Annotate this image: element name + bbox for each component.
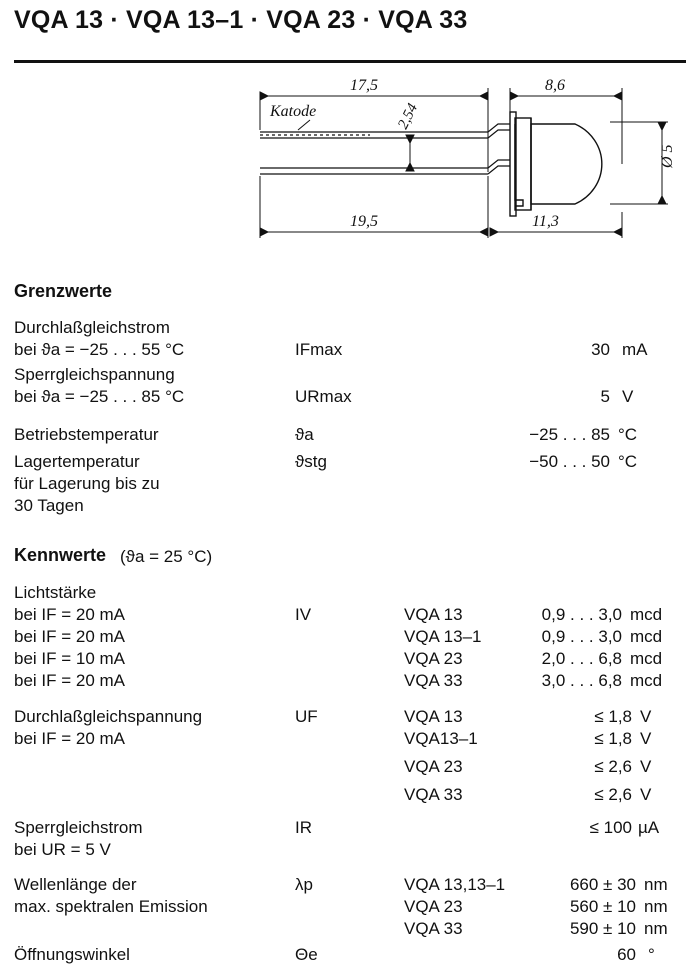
katode-label: Katode <box>270 103 317 120</box>
limits-row-1-unit: V <box>622 387 634 406</box>
dim-top-left-label: 17,5 <box>350 77 378 94</box>
luminous-row-2-value: 2,0 . . . 6,8 <box>541 649 622 668</box>
forward-voltage-row-1-unit: V <box>640 729 652 748</box>
luminous-row-1-condition: bei IF = 20 mA <box>14 627 126 646</box>
limits-row-1-label-line2: bei ϑa = −25 . . . 85 °C <box>14 387 185 406</box>
reverse-current-symbol: IR <box>295 818 312 837</box>
limits-row-3-unit: °C <box>618 452 638 471</box>
limits-row-2-unit: °C <box>618 425 638 444</box>
forward-voltage-row-3-type: VQA 33 <box>404 785 463 804</box>
page-title: VQA 13 · VQA 13–1 · VQA 23 · VQA 33 <box>14 6 468 34</box>
wavelength-symbol: λp <box>295 875 313 894</box>
dim-bottom-right-label: 11,3 <box>532 213 559 230</box>
wavelength-row-2-unit: nm <box>644 919 668 938</box>
wavelength-label-line2: max. spektralen Emission <box>14 897 208 916</box>
limits-row-1-label-line1: Sperrgleichspannung <box>14 365 175 384</box>
reverse-current-unit: µA <box>638 818 660 837</box>
angle-value: 60 <box>617 945 636 964</box>
forward-voltage-row-3-unit: V <box>640 785 652 804</box>
characteristics-heading: Kennwerte <box>14 545 107 565</box>
wavelength-row-0-unit: nm <box>644 875 668 894</box>
forward-voltage-symbol: UF <box>295 707 318 726</box>
angle-label: Öffnungswinkel <box>14 945 130 964</box>
luminous-row-1-type: VQA 13–1 <box>404 627 482 646</box>
reverse-current-condition: bei UR = 5 V <box>14 840 111 859</box>
limits-row-0-label-line1: Durchlaßgleichstrom <box>14 318 170 337</box>
forward-voltage-label: Durchlaßgleichspannung <box>14 707 203 726</box>
forward-voltage-row-0-unit: V <box>640 707 652 726</box>
luminous-row-0-condition: bei IF = 20 mA <box>14 605 126 624</box>
luminous-row-1-value: 0,9 . . . 3,0 <box>541 627 622 646</box>
wavelength-row-0-value: 660 ± 30 <box>569 875 636 894</box>
limits-row-3-symbol: ϑstg <box>295 452 327 471</box>
forward-voltage-row-3-value: ≤ 2,6 <box>594 785 632 804</box>
limits-heading: Grenzwerte <box>14 281 113 301</box>
limits-row-0-label-line2: bei ϑa = −25 . . . 55 °C <box>14 340 185 359</box>
limits-row-2-symbol: ϑa <box>295 425 314 444</box>
limits-row-3-label-line3: 30 Tagen <box>14 496 84 515</box>
wavelength-row-2-value: 590 ± 10 <box>569 919 636 938</box>
luminous-row-3-value: 3,0 . . . 6,8 <box>541 671 622 690</box>
forward-voltage-row-1-value: ≤ 1,8 <box>594 729 632 748</box>
component-drawing <box>210 72 690 262</box>
forward-voltage-row-2-type: VQA 23 <box>404 757 463 776</box>
angle-symbol: Θe <box>295 945 318 964</box>
dim-pitch-label: 2,54 <box>395 101 422 132</box>
forward-voltage-row-2-unit: V <box>640 757 652 776</box>
dim-diameter-label: Ø 5 <box>659 144 676 168</box>
reverse-current-value: ≤ 100 <box>589 818 632 837</box>
forward-voltage-row-2-value: ≤ 2,6 <box>594 757 632 776</box>
limits-row-2-label-line1: Betriebstemperatur <box>14 425 159 444</box>
limits-row-0-value: 30 <box>591 340 610 359</box>
wavelength-row-1-type: VQA 23 <box>404 897 463 916</box>
dim-bottom-left-label: 19,5 <box>350 213 378 230</box>
luminous-row-2-condition: bei IF = 10 mA <box>14 649 126 668</box>
luminous-row-2-type: VQA 23 <box>404 649 463 668</box>
characteristics-heading-condition: (ϑa = 25 °C) <box>120 547 213 566</box>
forward-voltage-row-0-value: ≤ 1,8 <box>594 707 632 726</box>
wavelength-row-0-type: VQA 13,13–1 <box>404 875 506 894</box>
dim-top-right-label: 8,6 <box>545 77 565 94</box>
limits-row-3-value: −50 . . . 50 <box>529 452 610 471</box>
luminous-row-1-unit: mcd <box>630 627 663 646</box>
limits-row-1-value: 5 <box>600 387 610 406</box>
wavelength-row-1-value: 560 ± 10 <box>569 897 636 916</box>
wavelength-row-2-type: VQA 33 <box>404 919 463 938</box>
limits-row-2-value: −25 . . . 85 <box>529 425 610 444</box>
luminous-row-0-unit: mcd <box>630 605 663 624</box>
limits-row-3-label-line1: Lagertemperatur <box>14 452 140 471</box>
limits-row-0-unit: mA <box>622 340 648 359</box>
reverse-current-label: Sperrgleichstrom <box>14 818 143 837</box>
forward-voltage-condition: bei IF = 20 mA <box>14 729 126 748</box>
luminous-row-0-value: 0,9 . . . 3,0 <box>541 605 622 624</box>
wavelength-label-line1: Wellenlänge der <box>14 875 137 894</box>
limits-row-3-label-line2: für Lagerung bis zu <box>14 474 160 493</box>
forward-voltage-row-1-type: VQA13–1 <box>404 729 478 748</box>
limits-row-1-symbol: URmax <box>295 387 352 406</box>
luminous-row-0-type: VQA 13 <box>404 605 463 624</box>
luminous-row-3-condition: bei IF = 20 mA <box>14 671 126 690</box>
title-divider <box>14 60 686 63</box>
luminous-row-3-unit: mcd <box>630 671 663 690</box>
limits-row-0-symbol: IFmax <box>295 340 343 359</box>
wavelength-row-1-unit: nm <box>644 897 668 916</box>
luminous-row-2-unit: mcd <box>630 649 663 668</box>
angle-unit: ° <box>648 945 655 964</box>
luminous-symbol: IV <box>295 605 312 624</box>
luminous-label: Lichtstärke <box>14 583 97 602</box>
forward-voltage-row-0-type: VQA 13 <box>404 707 463 726</box>
luminous-row-3-type: VQA 33 <box>404 671 463 690</box>
